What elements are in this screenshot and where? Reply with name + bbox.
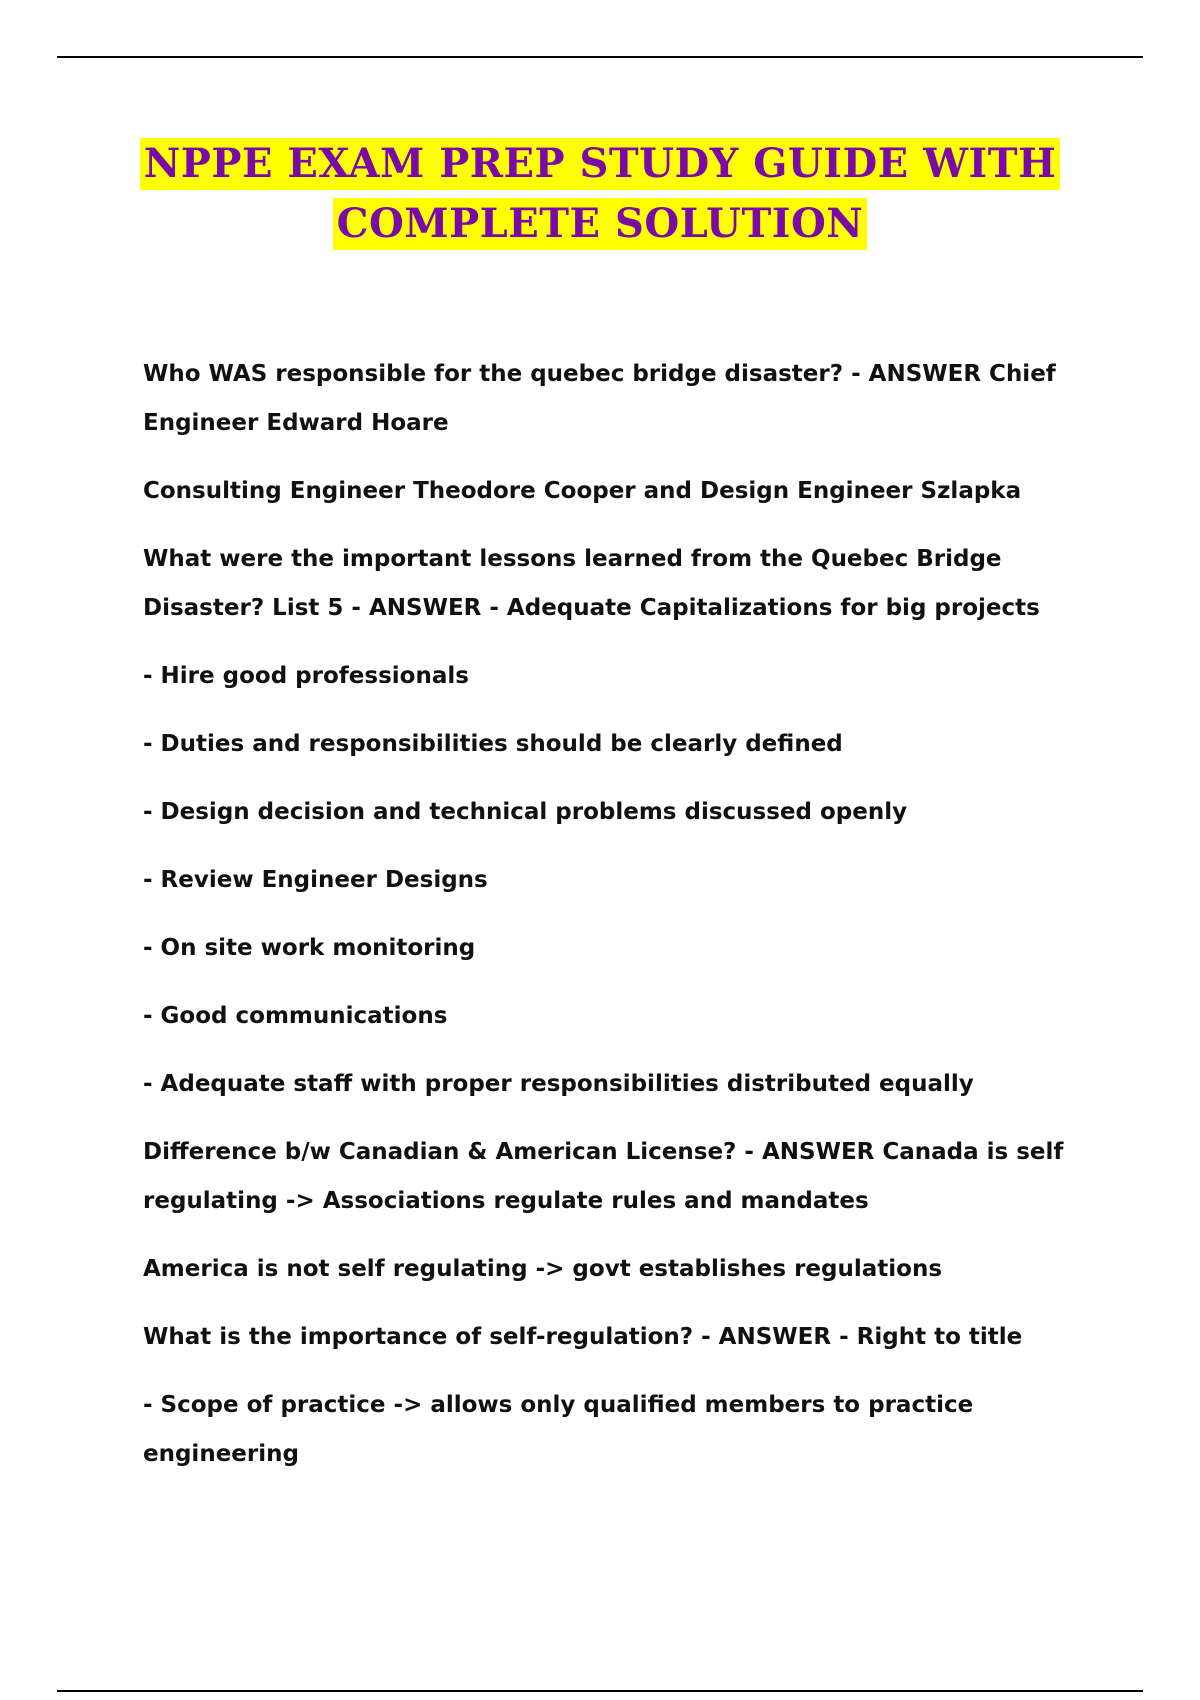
list-item: - Hire good professionals — [143, 663, 469, 689]
title-line-2: COMPLETE SOLUTION — [333, 198, 868, 250]
qa-paragraph: What were the important lessons learned from the Quebec Bridge Disaster? List 5 - ANSWER - Adequate Capitalizations for big projects — [143, 546, 1040, 621]
qa-paragraph: America is not self regulating -> govt establishes regulations — [143, 1256, 943, 1282]
document-title — [0, 138, 1200, 258]
qa-paragraph: What is the importance of self-regulation? - ANSWER - Right to title — [143, 1324, 1023, 1350]
top-divider — [57, 56, 1143, 58]
list-item: - Scope of practice -> allows only qualified members to practice engineering — [143, 1392, 982, 1467]
qa-paragraph: Difference b/w Canadian & American License? - ANSWER Canada is self regulating -> Associations regulate rules and mandates — [143, 1139, 1072, 1214]
list-item: - Design decision and technical problems discussed openly — [143, 799, 908, 825]
list-item: - On site work monitoring — [143, 935, 476, 961]
list-item: - Good communications — [143, 1003, 448, 1029]
qa-paragraph: Consulting Engineer Theodore Cooper and Design Engineer Szlapka — [143, 478, 1022, 504]
qa-paragraph: Who WAS responsible for the quebec bridge disaster? - ANSWER Chief Engineer Edward Hoare — [143, 361, 1064, 436]
list-item: - Review Engineer Designs — [143, 867, 488, 893]
list-item: - Duties and responsibilities should be clearly defined — [143, 731, 843, 757]
title-line-1: NPPE EXAM PREP STUDY GUIDE WITH — [140, 138, 1061, 190]
bottom-divider — [57, 1690, 1143, 1692]
document-body — [143, 350, 1103, 1498]
list-item: - Adequate staff with proper responsibilities distributed equally — [143, 1071, 974, 1097]
